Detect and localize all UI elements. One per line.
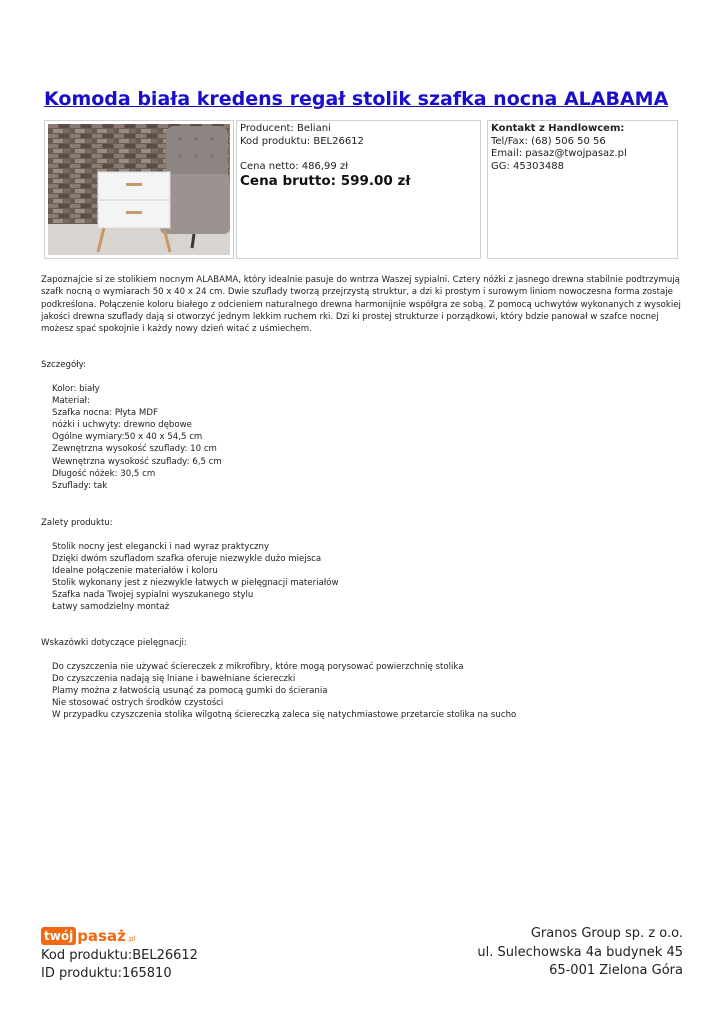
list-item: Szafka nada Twojej sypialni wyszukanego stylu: [52, 590, 254, 601]
product-info-box: [236, 120, 481, 259]
logo-part-pl: .pl: [126, 935, 136, 943]
list-item: Materiał:: [52, 396, 90, 407]
list-item: Dzięki dwóm szufladom szafka oferuje niezwykle dużo miejsca: [52, 554, 322, 565]
price-net-text: Cena netto: 486,99 zł: [240, 160, 349, 172]
list-item: Ogólne wymiary:50 x 40 x 54,5 cm: [52, 432, 203, 443]
contact-gg: GG: 45303488: [491, 160, 564, 172]
product-photo: [48, 124, 230, 255]
producer-text: Producent: Beliani: [240, 123, 331, 134]
advantages-list: [52, 541, 338, 614]
footer-product-id: ID produktu:165810: [41, 966, 172, 981]
advantages-heading: Zalety produktu:: [41, 518, 113, 528]
product-image-frame: [44, 120, 234, 259]
list-item: Plamy można z łatwością usunąć za pomocą gumki do ścierania: [52, 686, 328, 697]
logo-part-pasaz: pasaż: [77, 927, 126, 945]
list-item: Długość nóżek: 30,5 cm: [52, 468, 156, 479]
list-item: Do czyszczenia nie używać ściereczek z mikrofibry, które mogą porysować powierzchnię stolika: [52, 662, 464, 672]
product-description: Zapoznajcie si ze stolikiem nocnym ALABAMA, który idealnie pasuje do wntrza Waszej sypialni. Cztery nóżki z jasnego drewna stabilnie podtrzymują szafk nocną o wymiarach 50 x 40 x 24 cm. Dwie szuflady tworzą przejrzystą struktur, a dzi ki prostym i surowym liniom nowoczesna forma zostaje podkreślona. Połączenie koloru białego z odcieniem naturalnego drewna harmonijnie współgra ze sobą. Z pomocą uchwytów wykonanych z wysokiej jakości drewna szuflady dają si otworzyć jednym lekkim ruchem rki. Dzi ki prostej strukturze i porządkowi, który bdzie panował w szafce nocnej możesz spać spokojnie i każdy nowy dzień witać z uśmiechem.: [41, 275, 681, 335]
care-list: [52, 661, 516, 721]
footer-company-address: [477, 925, 683, 981]
care-heading: Wskazówki dotyczące pielęgnacji:: [41, 638, 187, 648]
contact-heading: Kontakt z Handlowcem:: [491, 123, 625, 134]
list-item: Zewnętrzna wysokość szuflady: 10 cm: [52, 444, 217, 455]
list-item: Wewnętrzna wysokość szuflady: 6,5 cm: [52, 456, 222, 467]
list-item: Szuflady: tak: [52, 480, 108, 491]
company-street: ul. Sulechowska 4a budynek 45: [477, 944, 683, 960]
list-item: Idealne połączenie materiałów i koloru: [52, 566, 218, 577]
contact-box: [487, 120, 678, 259]
product-code-text: Kod produktu: BEL26612: [240, 135, 364, 147]
list-item: Łatwy samodzielny montaż: [52, 602, 170, 613]
list-item: Szafka nocna: Płyta MDF: [52, 408, 158, 419]
logo-part-twoj: twój: [41, 927, 76, 945]
price-gross-text: Cena brutto: 599.00 zł: [240, 173, 411, 189]
twojpasaz-logo[interactable]: [41, 925, 198, 947]
details-list: [52, 383, 222, 492]
details-heading: Szczegóły:: [41, 360, 86, 370]
list-item: Kolor: biały: [52, 384, 100, 394]
company-city: 65-001 Zielona Góra: [549, 963, 683, 978]
company-name: Granos Group sp. z o.o.: [530, 926, 683, 941]
contact-email: Email: pasaz@twojpasaz.pl: [491, 148, 627, 159]
list-item: Stolik nocny jest elegancki i nad wyraz praktyczny: [52, 542, 270, 552]
list-item: Do czyszczenia nadają się lniane i bawełniane ściereczki: [52, 674, 296, 685]
contact-phone: Tel/Fax: (68) 506 50 56: [491, 135, 606, 147]
list-item: nóżki i uchwyty: drewno dębowe: [52, 420, 192, 431]
list-item: Stolik wykonany jest z niezwykle łatwych w pielęgnacji materiałów: [52, 578, 339, 589]
list-item: Nie stosować ostrych środków czystości: [52, 698, 224, 709]
product-title-link[interactable]: Komoda biała kredens regał stolik szafka nocna ALABAMA: [44, 88, 669, 110]
list-item: W przypadku czyszczenia stolika wilgotną ściereczką zaleca się natychmiastowe przetarcie stolika na sucho: [52, 710, 517, 721]
footer-product-code: Kod produktu:BEL26612: [41, 948, 198, 963]
footer-left: [41, 925, 198, 983]
